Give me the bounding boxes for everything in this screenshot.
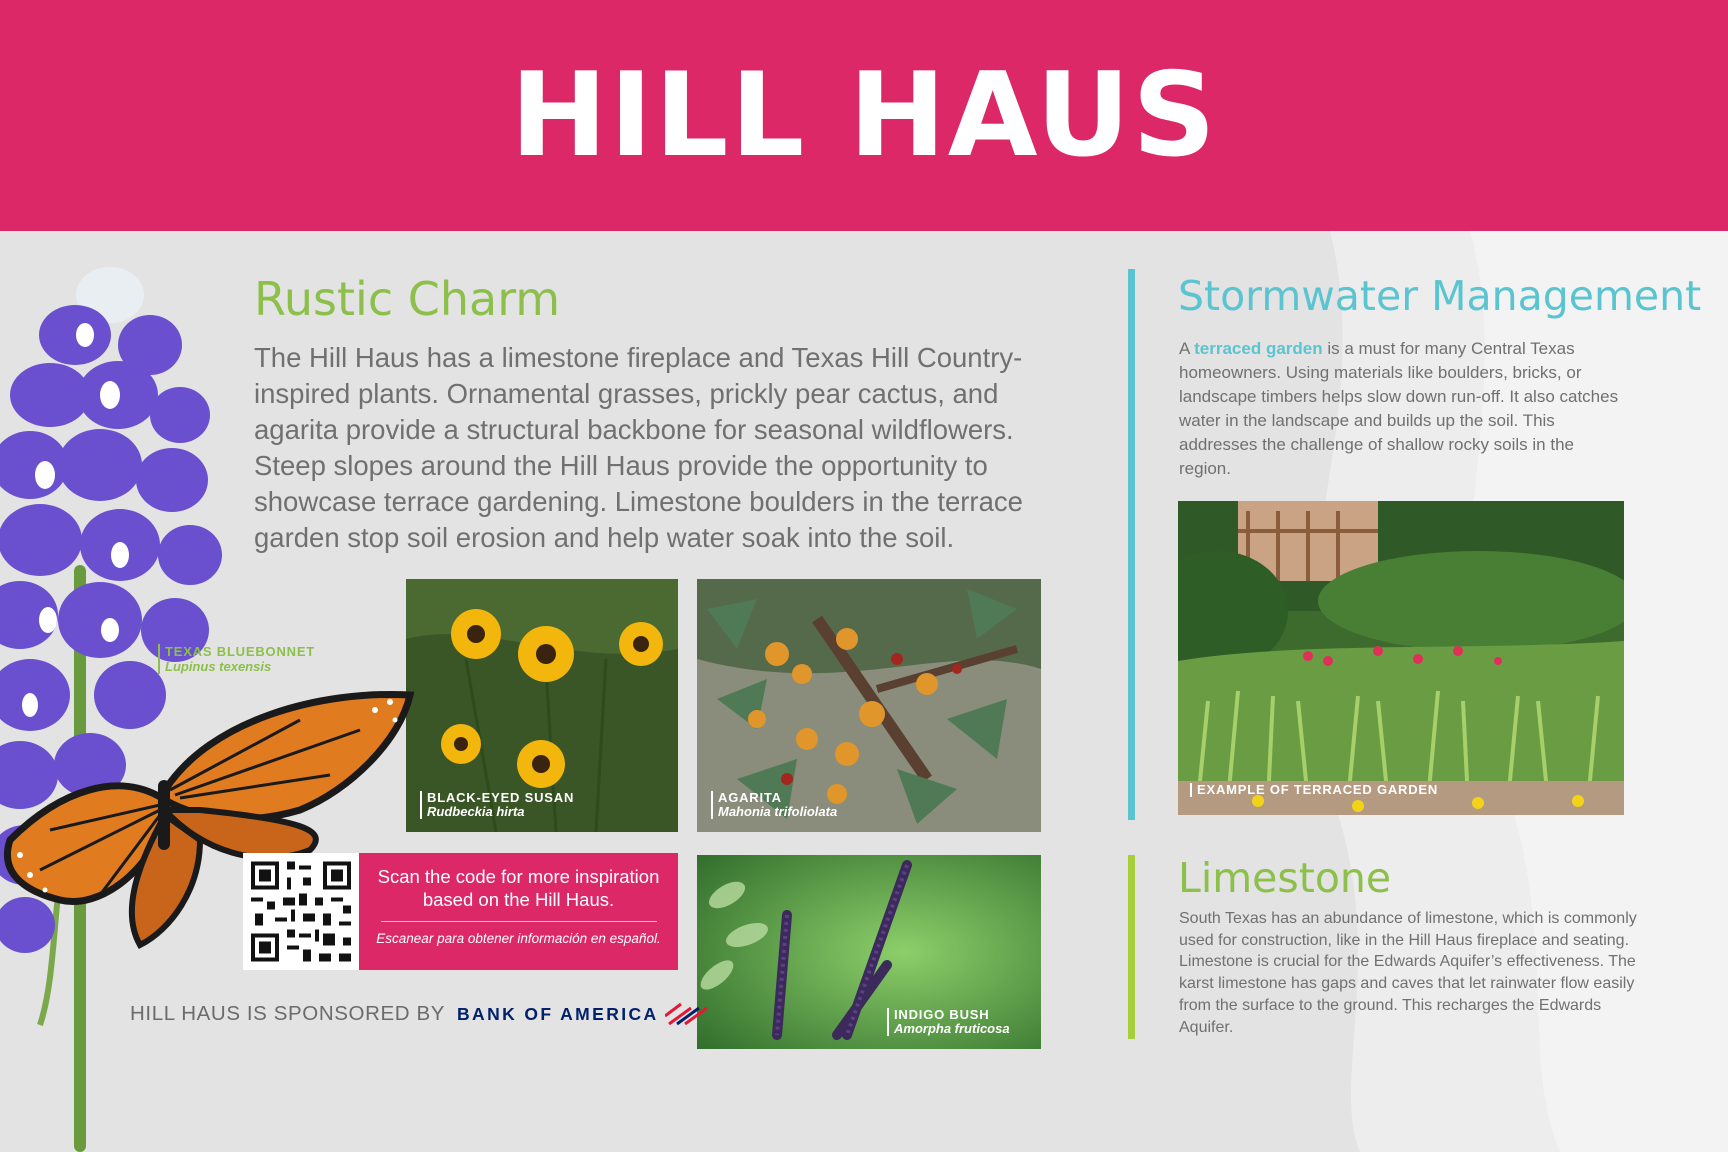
bank-of-america-name: BANK OF AMERICA bbox=[457, 1003, 659, 1024]
rustic-charm-heading: Rustic Charm bbox=[254, 272, 561, 326]
header-banner bbox=[0, 0, 1728, 231]
agarita-photo bbox=[697, 579, 1041, 832]
agarita-latin: Mahonia trifoliolata bbox=[718, 804, 838, 819]
indigo-bush-photo bbox=[697, 855, 1041, 1049]
stormwater-lead: A bbox=[1179, 339, 1195, 358]
black-eyed-susan-caption bbox=[420, 791, 574, 819]
scan-callout bbox=[359, 853, 678, 970]
bluebonnet-name: TEXAS BLUEBONNET bbox=[165, 644, 316, 659]
terraced-garden-caption-text: EXAMPLE OF TERRACED GARDEN bbox=[1197, 782, 1439, 797]
limestone-body: South Texas has an abundance of limestone, which is commonly used for construction, like in the Hill Haus fireplace and seating. Limestone is crucial for the Edwards Aquifer’s effectiveness. The karst limestone has gaps and caves that let rainwater flow easily from the surface to the ground. This recharges the Edwards Aquifer. bbox=[1179, 910, 1637, 1036]
terraced-garden-photo bbox=[1178, 501, 1624, 815]
bluebonnet-caption bbox=[158, 644, 315, 674]
limestone-accent-bar bbox=[1128, 855, 1135, 1039]
indigo-bush-caption bbox=[887, 1008, 1010, 1036]
page-title: HILL HAUS bbox=[510, 47, 1218, 183]
indigo-bush-latin: Amorpha fruticosa bbox=[894, 1021, 1010, 1036]
black-eyed-susan-photo bbox=[406, 579, 678, 832]
agarita-name: AGARITA bbox=[718, 790, 782, 805]
stormwater-body bbox=[1179, 337, 1619, 481]
scan-divider bbox=[381, 921, 657, 922]
limestone-heading: Limestone bbox=[1178, 854, 1392, 902]
terraced-garden-highlight: terraced garden bbox=[1194, 339, 1323, 358]
scan-text: Scan the code for more inspiration based on the Hill Haus. bbox=[377, 866, 660, 910]
scan-spanish-text: Escanear para obtener información en español. bbox=[376, 931, 661, 946]
agarita-caption bbox=[711, 791, 837, 819]
bluebonnet-latin: Lupinus texensis bbox=[165, 659, 272, 674]
terraced-garden-caption bbox=[1190, 783, 1438, 797]
indigo-bush-name: INDIGO BUSH bbox=[894, 1007, 990, 1022]
stormwater-text: is a must for many Central Texas homeowners. Using materials like boulders, bricks, or landscape timbers helps slow down run-off. It also catches water in the landscape and builds up the soil. This addresses the challenge of shallow rocky soils in the region. bbox=[1179, 339, 1619, 478]
bank-flag-logo-icon bbox=[665, 1002, 709, 1026]
rustic-charm-body: The Hill Haus has a limestone fireplace and Texas Hill Country-inspired plants. Ornamental grasses, prickly pear cactus, and agarita provide a structural backbone for seasonal wildflowers. Steep slopes around the Hill Haus provide the opportunity to showcase terrace gardening. Limestone boulders in the terrace garden stop soil erosion and help water soak into the soil. bbox=[254, 342, 1023, 553]
stormwater-heading: Stormwater Management bbox=[1178, 272, 1702, 320]
sponsor-text: HILL HAUS IS SPONSORED BY bbox=[130, 1002, 445, 1025]
qr-code-graphic bbox=[243, 853, 359, 970]
qr-code[interactable] bbox=[243, 853, 359, 970]
stormwater-accent-bar bbox=[1128, 269, 1135, 820]
terraced-garden-illustration bbox=[1178, 501, 1624, 815]
sponsor-line bbox=[130, 1002, 709, 1026]
black-eyed-susan-latin: Rudbeckia hirta bbox=[427, 804, 525, 819]
black-eyed-susan-name: BLACK-EYED SUSAN bbox=[427, 790, 575, 805]
